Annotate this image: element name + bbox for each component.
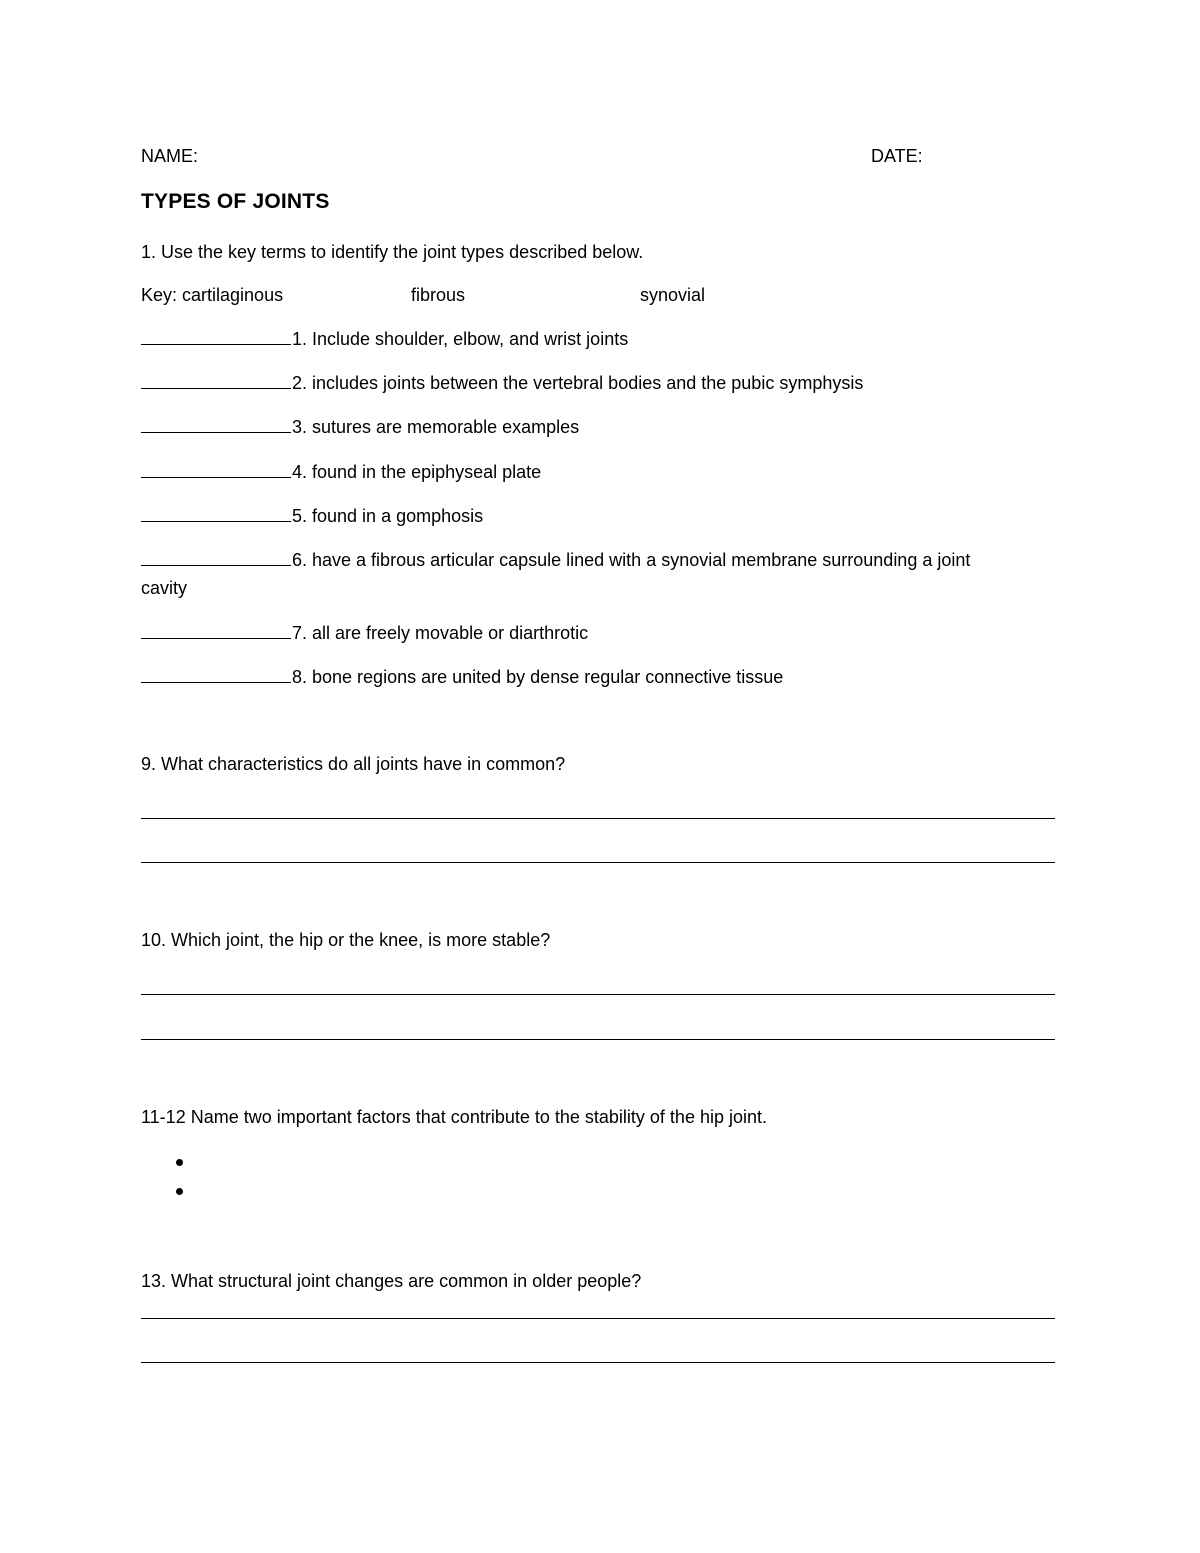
- item-text: 2. includes joints between the vertebral bodies and the pubic symphysis: [292, 373, 864, 393]
- item-continuation: cavity: [141, 578, 188, 598]
- answer-blank[interactable]: [141, 461, 291, 478]
- answer-line[interactable]: [141, 1039, 1055, 1040]
- date-label: DATE:: [871, 146, 923, 166]
- item-text: 7. all are freely movable or diarthrotic: [292, 623, 589, 643]
- list-item: [141, 549, 970, 571]
- answer-line[interactable]: [141, 994, 1055, 995]
- item-text: 3. sutures are memorable examples: [292, 417, 580, 437]
- q1-prompt: 1. Use the key terms to identify the joint types described below.: [141, 242, 644, 262]
- answer-line[interactable]: [141, 862, 1055, 863]
- key-label: Key: cartilaginous: [141, 285, 284, 305]
- answer-blank[interactable]: [141, 372, 291, 389]
- list-item: [141, 666, 783, 688]
- name-label: NAME:: [141, 146, 199, 166]
- answer-line[interactable]: [141, 1362, 1055, 1363]
- answer-line[interactable]: [141, 818, 1055, 819]
- item-text: 1. Include shoulder, elbow, and wrist joints: [292, 329, 629, 349]
- list-item: [141, 372, 863, 394]
- list-item: [141, 622, 588, 644]
- bullet-icon: [176, 1188, 183, 1195]
- answer-line[interactable]: [141, 1318, 1055, 1319]
- list-item: [141, 461, 541, 483]
- answer-blank[interactable]: [141, 505, 291, 522]
- q11-12-prompt: 11-12 Name two important factors that contribute to the stability of the hip joint.: [141, 1107, 767, 1127]
- answer-blank[interactable]: [141, 622, 291, 639]
- list-item: [141, 328, 628, 350]
- answer-blank[interactable]: [141, 416, 291, 433]
- bullet-icon: [176, 1159, 183, 1166]
- answer-blank[interactable]: [141, 328, 291, 345]
- list-item: [141, 416, 579, 438]
- q10-prompt: 10. Which joint, the hip or the knee, is more stable?: [141, 930, 551, 950]
- q9-prompt: 9. What characteristics do all joints have in common?: [141, 754, 566, 774]
- list-item: [141, 505, 483, 527]
- item-text: 6. have a fibrous articular capsule lined with a synovial membrane surrounding a joint: [292, 550, 971, 570]
- key-term-fibrous: fibrous: [411, 285, 466, 305]
- key-term-synovial: synovial: [640, 285, 706, 305]
- answer-blank[interactable]: [141, 666, 291, 683]
- item-text: 4. found in the epiphyseal plate: [292, 462, 542, 482]
- item-text: 8. bone regions are united by dense regular connective tissue: [292, 667, 784, 687]
- page-title: TYPES OF JOINTS: [141, 190, 330, 213]
- answer-blank[interactable]: [141, 549, 291, 566]
- item-text: 5. found in a gomphosis: [292, 506, 484, 526]
- q13-prompt: 13. What structural joint changes are common in older people?: [141, 1271, 642, 1291]
